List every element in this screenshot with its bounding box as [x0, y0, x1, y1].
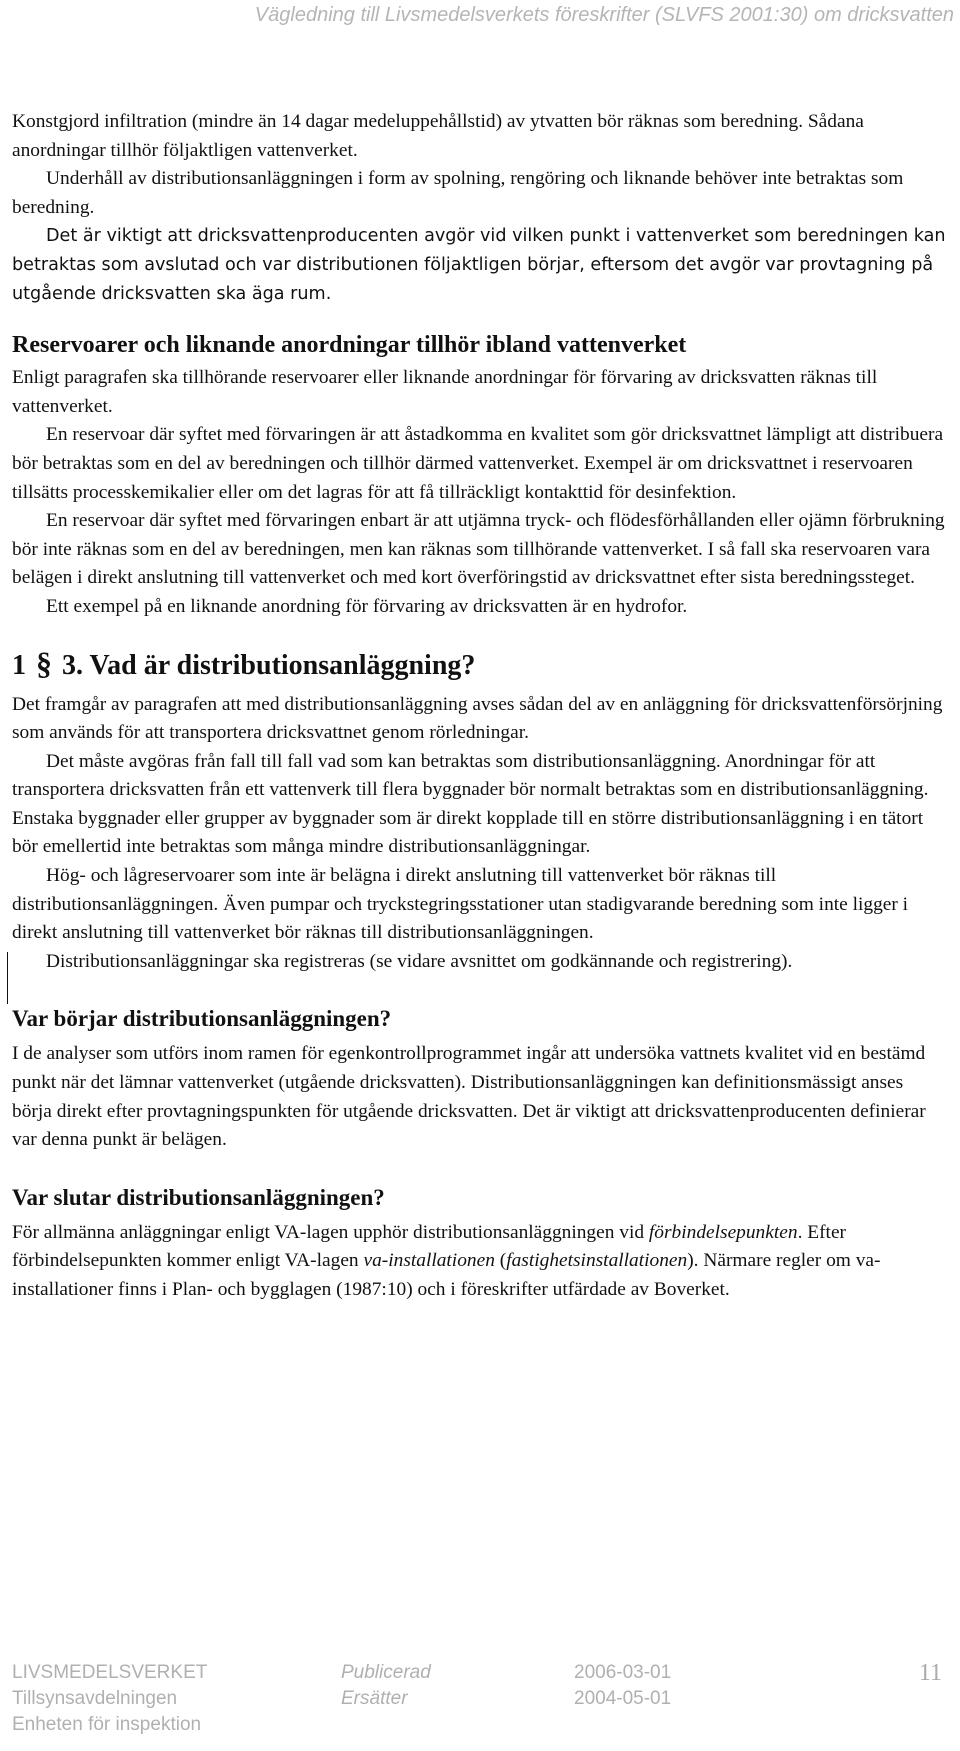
italic-term: fastighetsinstallationen	[506, 1250, 688, 1272]
italic-term: va-installationen	[363, 1250, 495, 1272]
italic-term: förbindelsepunkten	[648, 1221, 798, 1243]
page-footer	[0, 1660, 960, 1750]
section-symbol: §	[36, 644, 52, 681]
section-heading-borjar: Var börjar distributionsanläggningen?	[12, 1006, 392, 1032]
section-heading-slutar: Var slutar distributionsanläggningen?	[12, 1184, 385, 1210]
section-title: 3. Vad är distributionsanläggning?	[62, 649, 476, 681]
org-name: LIVSMEDELSVERKET	[12, 1662, 208, 1683]
text-run: . Efter förbindelsepunkten kommer enligt VA-lagen	[12, 1221, 847, 1272]
chapter-number: 1	[12, 649, 26, 681]
body-paragraph: En reservoar där syftet med förvaringen är att åstadkomma en kvalitet som gör dricksvattnet lämpligt att distribuera bör betraktas som en del av beredningen och tillhör därmed vattenverket. Exempel är om dricksvattnet i reservoaren tillsätts processkemikalier eller om det lagras för att få tillräckligt kontakttid för desinfektion.	[12, 424, 944, 503]
body-paragraph: I de analyser som utförs inom ramen för egenkontrollprogrammet ingår att undersöka vattnets kvalitet vid en bestämd punkt när det lämnar vattenverket (utgående dricksvatten). Distributionsanläggningen kan definitionsmässigt anses börja direkt efter provtagningspunkten för utgående dricksvatten. Det är viktigt att dricksvattenproducenten definierar var denna punkt är belägen.	[12, 1043, 926, 1151]
body-paragraph: Hög- och lågreservoarer som inte är belägna i direkt anslutning till vattenverket bör räknas till distributionsanläggningen. Även pumpar och tryckstegringsstationer utan stadigvarande beredning som inte ligger i direkt anslutning till vattenverket bör räknas till distributionsanläggningen.	[12, 865, 909, 944]
body-paragraph: Det framgår av paragrafen att med distributionsanläggning avses sådan del av en anläggning för dricksvattenförsörjning som används för att transportera dricksvattnet genom rörledningar.	[12, 693, 943, 744]
footer-dates	[574, 1660, 671, 1712]
body-paragraph: Ett exempel på en liknande anordning för förvaring av dricksvatten är en hydrofor.	[46, 595, 688, 617]
running-header: Vägledning till Livsmedelsverkets föreskrifter (SLVFS 2001:30) om dricksvatten	[254, 4, 954, 26]
department-name: Tillsynsavdelningen	[12, 1688, 178, 1709]
section-heading-paragraph-3	[12, 646, 947, 683]
published-date: 2006-03-01	[574, 1662, 672, 1683]
body-paragraph: Enligt paragrafen ska tillhörande reservoarer eller liknande anordningar för förvaring av dricksvatten räknas till vattenverket.	[12, 367, 878, 417]
text-run: (	[494, 1250, 507, 1272]
text-run: För allmänna anläggningar enligt VA-lagen upphör distributionsanläggningen vid	[12, 1221, 649, 1243]
body-paragraph	[12, 1219, 947, 1305]
section-heading-reservoarer: Reservoarer och liknande anordningar tillhör ibland vattenverket	[12, 332, 687, 359]
footer-labels	[341, 1660, 431, 1712]
intro-paragraph: Underhåll av distributionsanläggningen i form av spolning, rengöring och liknande behöver inte betraktas som beredning.	[12, 168, 904, 218]
replaces-label: Ersätter	[341, 1688, 408, 1709]
text-run: ). Närmare regler om va-installationer finns i Plan- och bygglagen (1987:10) och i föreskrifter utfärdade av Boverket.	[12, 1250, 881, 1300]
intro-paragraph: Konstgjord infiltration (mindre än 14 dagar medeluppehållstid) av ytvatten bör räknas som beredning. Sådana anordningar tillhör följaktligen vattenverket.	[12, 111, 864, 161]
body-paragraph: Det måste avgöras från fall till fall vad som kan betraktas som distributionsanläggning. Anordningar för att transportera dricksvatten från ett vattenverk till flera byggnader bör normalt betraktas som en distributionsanläggning. Enstaka byggnader eller grupper av byggnader som är direkt kopplade till en större distributionsanläggning i en tätort bör emellertid inte betraktas som många mindre distributionsanläggningar.	[12, 750, 929, 858]
replaces-date: 2004-05-01	[574, 1688, 672, 1709]
intro-paragraph: Det är viktigt att dricksvattenproducenten avgör vid vilken punkt i vattenverket som beredningen kan betraktas som avslutad och var distributionen följaktligen börjar, eftersom det avgör var provtagning på utgående dricksvatten ska äga rum.	[12, 226, 946, 304]
change-bar	[7, 952, 8, 1004]
body-paragraph: Distributionsanläggningar ska registreras (se vidare avsnittet om godkännande och registrering).	[46, 950, 793, 972]
footer-organization	[12, 1660, 207, 1738]
page-number: 11	[918, 1660, 942, 1686]
revised-paragraph	[12, 948, 947, 977]
unit-name: Enheten för inspektion	[12, 1714, 202, 1735]
published-label: Publicerad	[341, 1662, 431, 1683]
page-content	[12, 108, 947, 1305]
body-paragraph: En reservoar där syftet med förvaringen enbart är att utjämna tryck- och flödesförhållanden eller ojämn förbrukning bör inte räknas som en del av beredningen, men kan räknas som tillhörande vattenverket. I så fall ska reservoaren vara belägen i direkt anslutning till vattenverket och med kort överföringstid av dricksvattnet efter sista beredningssteget.	[12, 510, 945, 589]
